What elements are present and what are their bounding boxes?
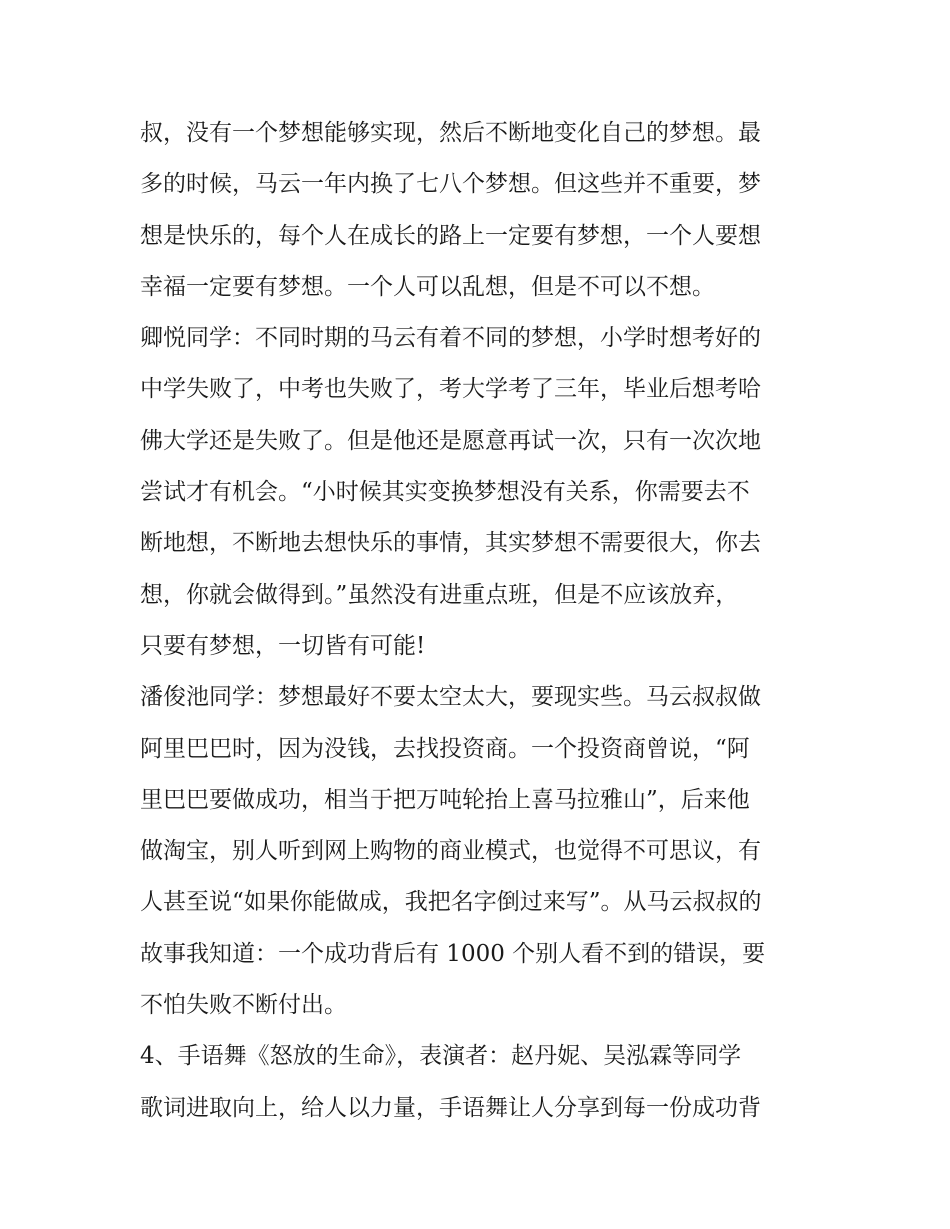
text-line: 叔，没有一个梦想能够实现，然后不断地变化自己的梦想。最	[140, 120, 761, 146]
text-line: 阿里巴巴时，因为没钱，去找投资商。一个投资商曾说，“阿	[140, 735, 750, 762]
text-line: 尝试才有机会。“小时候其实变换梦想没有关系，你需要去不	[140, 479, 750, 506]
text-line: 故事我知道：一个成功背后有 1000 个别人看不到的错误，要	[140, 940, 766, 967]
text-line: 幸福一定要有梦想。一个人可以乱想，但是不可以不想。	[140, 273, 715, 300]
text-line: 里巴巴要做成功，相当于把万吨轮抬上喜马拉雅山”，后来他	[140, 786, 750, 813]
text-line: 人甚至说“如果你能做成，我把名字倒过来写”。从马云叔叔的	[140, 889, 762, 916]
text-line: 中学失败了，中考也失败了，考大学考了三年，毕业后想考哈	[140, 376, 761, 403]
text-line: 只要有梦想，一切皆有可能!	[140, 632, 426, 659]
text-line: 多的时候，马云一年内换了七八个梦想。但这些并不重要，梦	[140, 171, 761, 198]
text-line: 想是快乐的，每个人在成长的路上一定要有梦想，一个人要想	[140, 222, 761, 249]
text-line: 潘俊池同学：梦想最好不要太空太大，要现实些。马云叔叔做	[140, 684, 761, 711]
text-line: 断地想，不断地去想快乐的事情，其实梦想不需要很大，你去	[140, 530, 761, 557]
text-line: 歌词进取向上，给人以力量，手语舞让人分享到每一份成功背	[140, 1094, 761, 1121]
text-line: 佛大学还是失败了。但是他还是愿意再试一次，只有一次次地	[140, 427, 761, 454]
text-line: 做淘宝，别人听到网上购物的商业模式，也觉得不可思议，有	[140, 838, 761, 865]
text-line: 卿悦同学：不同时期的马云有着不同的梦想，小学时想考好的	[140, 325, 761, 352]
text-line: 想，你就会做得到。”虽然没有进重点班，但是不应该放弃，	[140, 581, 739, 608]
document-body	[140, 108, 820, 1134]
text-line: 4、手语舞《怒放的生命》，表演者：赵丹妮、吴泓霖等同学	[140, 1043, 742, 1070]
text-line: 不怕失败不断付出。	[140, 992, 347, 1019]
